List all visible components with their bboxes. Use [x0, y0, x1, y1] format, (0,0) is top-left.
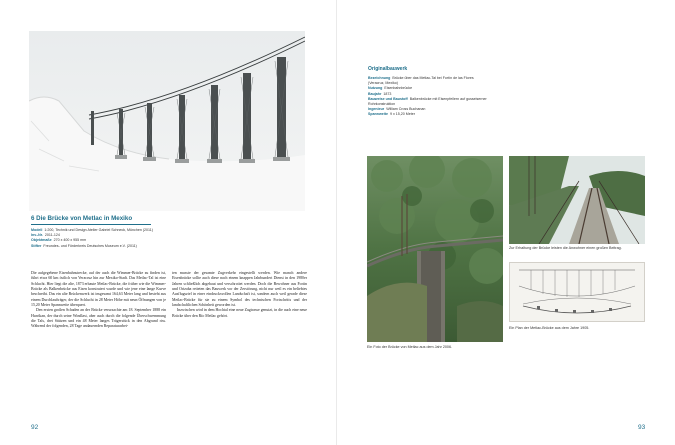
caption-photo-girder: Zur Erhaltung der Brücke leisten die Anwohner einen großen Beitrag. [509, 246, 622, 250]
meta-row: Objektmaße 270 x 400 x 955 mm [31, 238, 87, 243]
bridge-photo-2006 [367, 156, 503, 342]
info-row: Bauweise und Baustoff Balkenbrücke mit Eisenpfeilern auf gusseiserner Rohrkonstruktion [368, 96, 487, 107]
model-meta [31, 228, 181, 249]
page-number-left: 92 [31, 424, 39, 431]
meta-row: Modell 1:200, Technik und Design Atelier Gabriel Schneck, München (2011) [31, 228, 153, 232]
paragraph: Inzwischen wird in dem Hochtal eine neue Zugtrasse genutzt, in die auch eine neue Brücke über den Río Metlac gehört. [172, 308, 307, 318]
heading-rule [31, 224, 151, 225]
right-page [337, 0, 675, 445]
bridge-plan-1905 [509, 262, 645, 322]
left-page [0, 0, 337, 445]
meta-row: Stifter Freundes- und Förderkreis Deutsches Museum e.V. (2011) [31, 243, 137, 248]
info-row: Baujahr 1873 [368, 91, 392, 96]
info-title: Originalbauwerk [368, 66, 408, 72]
caption-photo-2006: Ein Foto der Brücke von Metlac aus dem Jahr 2006. [367, 345, 453, 349]
info-row: Spannweite 9 x 15,20 Meter [368, 112, 415, 117]
section-heading: 6 Die Brücke von Metlac in Mexiko [31, 215, 133, 222]
caption-plan: Ein Plan der Metlac-Brücke aus dem Jahre 1905. [509, 326, 590, 330]
body-column-2 [172, 271, 307, 319]
info-row: Bezeichnung Brücke über das Metlac-Tal bei Fortín de las Flores (Veracruz, Mexiko) [368, 76, 474, 86]
info-row: Nutzung Eisenbahnbrücke [368, 86, 413, 91]
original-structure-info [368, 76, 488, 118]
bridge-model-photo [29, 31, 305, 211]
meta-row: Inv.-Nr. 2011-124 [31, 233, 60, 238]
paragraph: Die aufgegebene Eisenbahnstrecke, auf der auch die Wimmer-Brücke zu finden ist, führt etwa 60 km östlich von Veracruz hin zur Mexiko-Stadt. Das Metlac-Tal ist eine Schlucht. Hier liegt die alte, 1873 erbaute Metlac-Brücke, die früher wie die Wimmer-Brücke als Balkenbrücke aus Eisen konstruiert wurde und wie jene eine lange Kurve beschreibt. Das ein alte Brückenwerk ist insgesamt 164,63 Meter lang und besteht aus einem Durchlaufträger, der die Schlucht in 28 Meter Höhe mit neun Öffnungen von je 15,20 Meter Spannweite überquert. [31, 271, 166, 308]
info-row: Ingenieur William Cross Buchanan [368, 107, 426, 112]
paragraph: ten musste der gesamte Zugverkehr eingestellt werden. Wie manch andere Eisenbrücke sollte auch diese nach einem knappen Jahrhundert Dienst in den 1980er Jahren schließlich abgebaut und verschrottet werden. Doch die Bewohner aus Fortin und Orizaba retteten das Bauwerk vor der Zerstörung, nicht nur weil es ein beliebtes Ausflugsziel in einer eindrucksvollen Landschaft ist, sondern auch weil gerade diese Metlac-Brücke für sie zu einem Symbol des technischen Fortschritts und der landschaftlichen Schönheit geworden ist. [172, 271, 307, 308]
bridge-girder-photo [509, 156, 645, 244]
paragraph: Den ersten großen Schaden an der Brücke verursachte am 18. September 1888 ein Hurrikan, der durch seine Windlast, aber auch durch die folgende Überschwemmung die Tals, drei Stützen und ein 48 Meter langes Trägerstück in den Abgrund riss. Während der folgenden, 28 Tage andauernden Reparaturarbei- [31, 308, 166, 329]
page-number-right: 93 [638, 424, 646, 431]
body-column-1 [31, 271, 166, 330]
